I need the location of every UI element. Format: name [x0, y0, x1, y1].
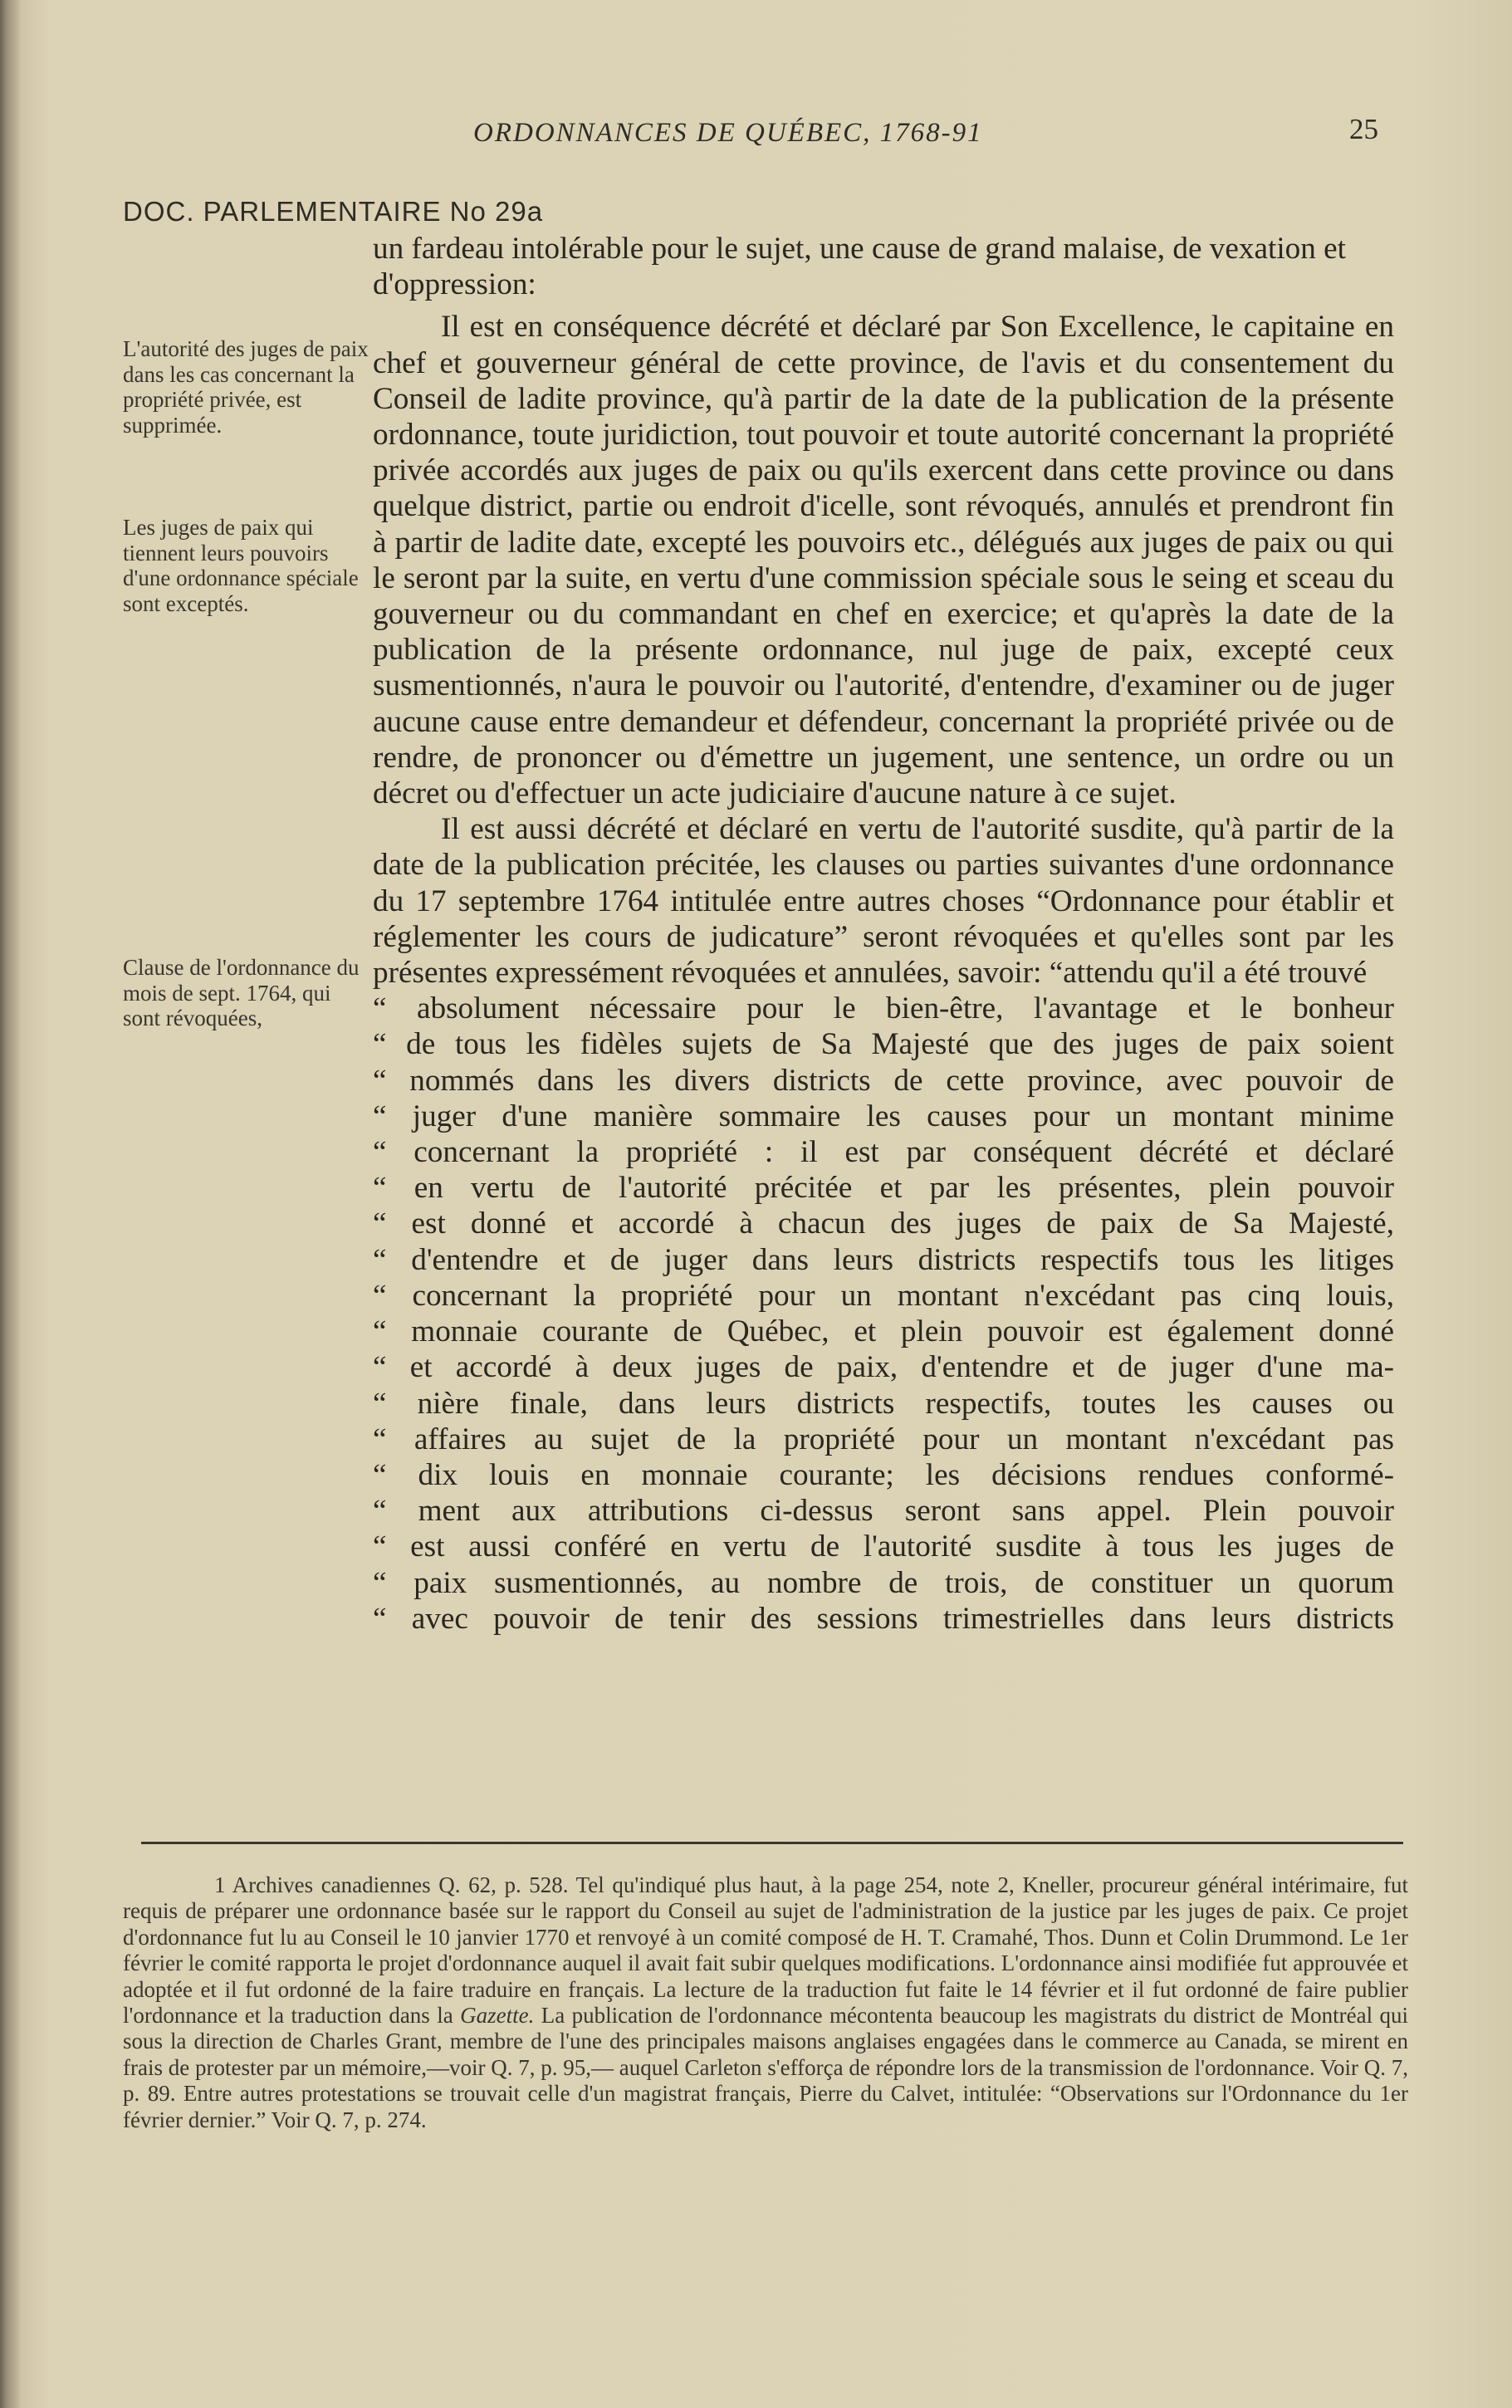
quote-line: “ concernant la propriété pour un montant n'excédant pas cinq louis, — [373, 1278, 1394, 1313]
margin-note-1: L'autorité des juges de paix dans les cas concernant la propriété privée, est supprimée. — [123, 336, 369, 438]
paragraph-2: Il est aussi décrété et déclaré en vertu de l'autorité susdite, qu'à partir de la date de la publication précitée, les clauses ou parties suivantes d'une ordonnance du 17 septembre 1764 intitulée entre autres choses “Ordonnance pour établir et réglementer les cours de judicature” seront révoquées et qu'elles sont par les présentes expressément révoquées et annulées, savoir: “attendu qu'il a été trouvé — [373, 812, 1394, 991]
quote-line: “ d'entendre et de juger dans leurs districts respectifs tous les litiges — [373, 1242, 1394, 1277]
opening-paragraph: un fardeau intolérable pour le sujet, une cause de grand malaise, de vexation et d'oppression: — [373, 232, 1346, 302]
quote-line: “ en vertu de l'autorité précitée et par les présentes, plein pouvoir — [373, 1171, 1394, 1206]
quote-line: “ et accordé à deux juges de paix, d'entendre et de juger d'une ma- — [373, 1350, 1394, 1385]
main-text — [373, 231, 1394, 1637]
gazette-title: Gazette. — [460, 2003, 535, 2029]
page-number: 25 — [1349, 113, 1378, 145]
paragraph-1: Il est en conséquence décrété et déclaré par Son Excellence, le capitaine en chef et gouverneur général de cette province, de l'avis et du consentement du Conseil de ladite province, qu'à partir de la date de la publication de la présente ordonnance, toute juridiction, tout pouvoir et toute autorité concernant la propriété privée accordés aux juges de paix ou qu'ils exercent dans cette province ou dans quelque district, partie ou endroit d'icelle, sont révoqués, annulés et prendront fin à partir de ladite date, excepté les pouvoirs etc., délégués aux juges de paix ou qui le seront par la suite, en vertu d'une commission spéciale sous le seing et sceau du gouverneur ou du commandant en chef en exercice; et qu'après la date de la publication de la présente ordonnance, nul juge de paix, excepté ceux susmentionnés, n'aura le pouvoir ou l'autorité, d'entendre, d'examiner ou de juger aucune cause entre demandeur et défendeur, concernant la propriété privée ou de rendre, de prononcer ou d'émettre un jugement, une sentence, un ordre ou un décret ou d'effectuer un acte judiciaire d'aucune nature à ce sujet. — [373, 310, 1394, 811]
footnote-text-1: 1 Archives canadiennes Q. 62, p. 528. Tel qu'indiqué plus haut, à la page 254, note 2, Kneller, procureur général intérimaire, fut requis de préparer une ordonnance basée sur le rapport du Conseil au sujet de l'administration de la justice par les juges de paix. Ce projet d'ordonnance fut lu au Conseil le 10 janvier 1770 et renvoyé à un comité composé de H. T. Cramahé, Thos. Dunn et Colin Drummond. Le 1er février le comité rapporta le projet d'ordonnance auquel il avait fait subir quelques modifications. L'ordonnance ainsi modifiée fut approuvée et adoptée et il fut ordonné de la faire traduire en français. La lecture de la traduction fut faite le 14 février et il fut ordonné de faire publier l'ordonnance et la traduction dans la — [123, 1872, 1408, 2029]
quote-line: “ monnaie courante de Québec, et plein pouvoir est également donné — [373, 1314, 1394, 1349]
document-label: DOC. PARLEMENTAIRE No 29a — [123, 196, 544, 227]
quote-line: “ juger d'une manière sommaire les causes pour un montant minime — [373, 1099, 1394, 1133]
quote-line: “ nière finale, dans leurs districts respectifs, toutes les causes ou — [373, 1386, 1394, 1421]
quoted-ordinance — [373, 991, 1394, 1637]
quote-line: “ avec pouvoir de tenir des sessions trimestrielles dans leurs districts — [373, 1601, 1394, 1636]
quote-line: “ affaires au sujet de la propriété pour un montant n'excédant pas — [373, 1422, 1394, 1456]
quote-line: “ dix louis en monnaie courante; les décisions rendues conformé- — [373, 1457, 1394, 1492]
footnote — [123, 1872, 1408, 2133]
running-title: ORDONNANCES DE QUÉBEC, 1768-91 — [473, 118, 983, 148]
margin-note-3: Clause de l'ordonnance du mois de sept. 1764, qui sont révoquées, — [123, 955, 360, 1030]
footnote-text-2: La publication de l'ordonnance mécontenta beaucoup les magistrats du district de Montréal qui sous la direction de Charles Grant, membre de l'une des principales maisons anglaises engagées dans le commerce au Canada, se mirent en frais de protester par un mémoire,—voir Q. 7, p. 95,— auquel Carleton s'efforça de répondre lors de la transmission de l'ordonnance. Voir Q. 7, p. 89. Entre autres protestations se trouvait celle d'un magistrat français, Pierre du Calvet, intitulée: “Observations sur l'Ordonnance du 1er février dernier.” Voir Q. 7, p. 274. — [123, 2003, 1409, 2132]
margin-note-2: Les juges de paix qui tiennent leurs pouvoirs d'une ordonnance spéciale sont exceptés. — [123, 515, 359, 616]
quote-line: “ de tous les fidèles sujets de Sa Majesté que des juges de paix soient — [373, 1027, 1394, 1062]
quote-line: “ absolument nécessaire pour le bien-être, l'avantage et le bonheur — [373, 991, 1394, 1026]
quote-line: “ paix susmentionnés, au nombre de trois, de constituer un quorum — [373, 1565, 1394, 1600]
quote-line: “ est aussi conféré en vertu de l'autorité susdite à tous les juges de — [373, 1529, 1394, 1564]
quote-line: “ concernant la propriété : il est par conséquent décrété et déclaré — [373, 1135, 1394, 1170]
quote-line: “ nommés dans les divers districts de cette province, avec pouvoir de — [373, 1063, 1394, 1098]
quote-line: “ est donné et accordé à chacun des juges de paix de Sa Majesté, — [373, 1206, 1394, 1241]
footnote-paragraph — [123, 1872, 1408, 2133]
footnote-rule — [141, 1842, 1403, 1844]
quote-line: “ ment aux attributions ci-dessus seront sans appel. Plein pouvoir — [373, 1494, 1394, 1529]
